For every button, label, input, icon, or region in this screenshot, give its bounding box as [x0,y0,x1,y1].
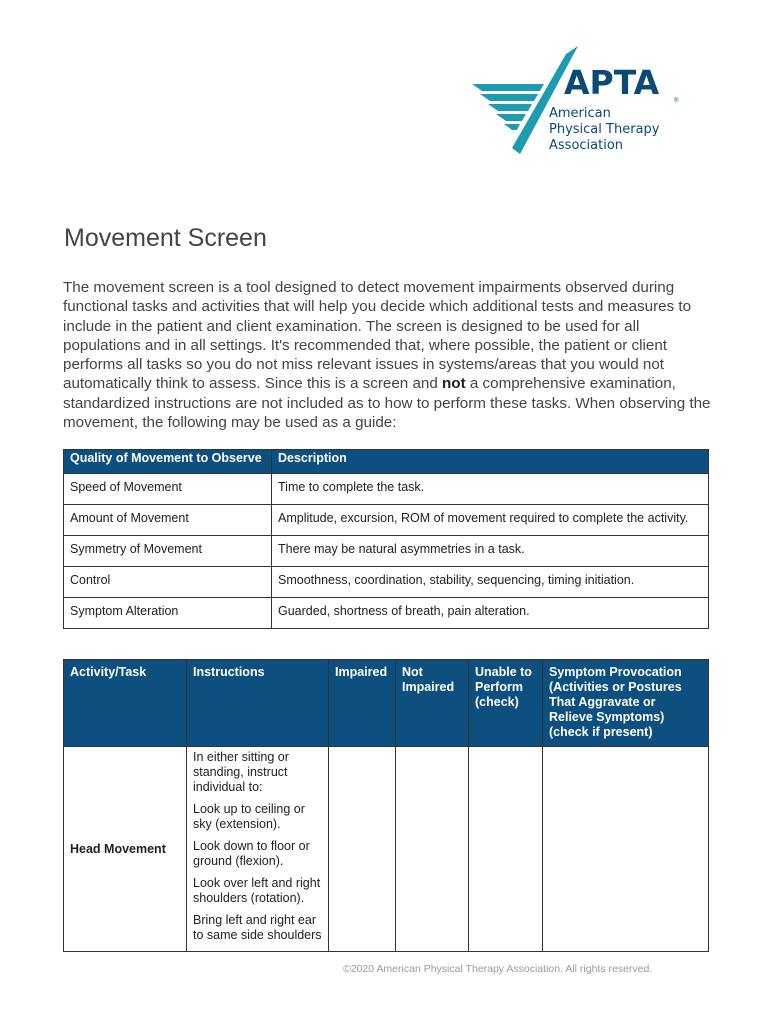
intro-bold-word: not [442,375,466,393]
description-cell: Time to complete the task. [272,474,709,505]
activity-header-impaired: Impaired [329,660,396,747]
intro-text-end: a comprehensive examination, standardized instructions are not included as to how to perform these tasks. When observing the movement, the following may be used as a guide: [63,375,711,432]
logo-acronym: APTA [564,63,660,102]
impaired-check-cell[interactable] [329,747,396,952]
not-impaired-check-cell[interactable] [396,747,469,952]
unable-check-cell[interactable] [469,747,543,952]
instruction-line: Look over left and right shoulders (rotation). [193,876,321,905]
activity-header-not-impaired: Not Impaired [396,660,469,747]
instruction-line: Look down to floor or ground (flexion). [193,839,310,868]
activity-header-row [64,660,709,747]
logo-line-1: American [549,106,611,121]
table-row [64,505,709,536]
quality-cell: Control [64,567,272,598]
page-title: Movement Screen [64,224,267,252]
quality-table [63,449,709,629]
instruction-line: In either sitting or standing, instruct individual to: [193,750,289,794]
instruction-line: Bring left and right ear to same side shoulders [193,913,322,942]
description-cell: Guarded, shortness of breath, pain alteration. [272,598,709,629]
table-row [64,747,709,952]
quality-header-description: Description [272,450,709,474]
intro-paragraph [63,278,713,432]
apta-logo [470,46,685,156]
logo-line-2: Physical Therapy [549,122,660,137]
activity-table [63,659,709,952]
quality-cell: Symmetry of Movement [64,536,272,567]
copyright-footer: ©2020 American Physical Therapy Association. All rights reserved. [343,963,653,975]
table-row [64,536,709,567]
activity-header-unable: Unable to Perform (check) [469,660,543,747]
logo-line-3: Association [549,138,624,153]
activity-header-task: Activity/Task [64,660,187,747]
description-cell: There may be natural asymmetries in a task. [272,536,709,567]
activity-header-symptom: Symptom Provocation (Activities or Postures That Aggravate or Relieve Symptoms) (check if present) [543,660,709,747]
activity-header-instructions: Instructions [187,660,329,747]
description-cell: Smoothness, coordination, stability, sequencing, timing initiation. [272,567,709,598]
quality-header-quality: Quality of Movement to Observe [64,450,272,474]
symptom-check-cell[interactable] [543,747,709,952]
quality-cell: Amount of Movement [64,505,272,536]
description-cell: Amplitude, excursion, ROM of movement required to complete the activity. [272,505,709,536]
table-row [64,598,709,629]
quality-header-row [64,450,709,474]
intro-text-start: The movement screen is a tool designed to detect movement impairments observed during functional tasks and activities that will help you decide which additional tests and measures to include in the patient and client examination. The screen is designed to be used for all populations and in all settings. It's recommended that, where possible, the patient or client performs all tasks so you do not miss relevant issues in systems/areas that you would not automatically think to assess. Since this is a screen and [63,279,692,393]
quality-cell: Speed of Movement [64,474,272,505]
quality-cell: Symptom Alteration [64,598,272,629]
instructions-cell [187,747,329,952]
table-row [64,567,709,598]
table-row [64,474,709,505]
logo-registered-mark: ® [674,98,679,104]
task-cell: Head Movement [64,747,187,952]
instruction-line: Look up to ceiling or sky (extension). [193,802,305,831]
